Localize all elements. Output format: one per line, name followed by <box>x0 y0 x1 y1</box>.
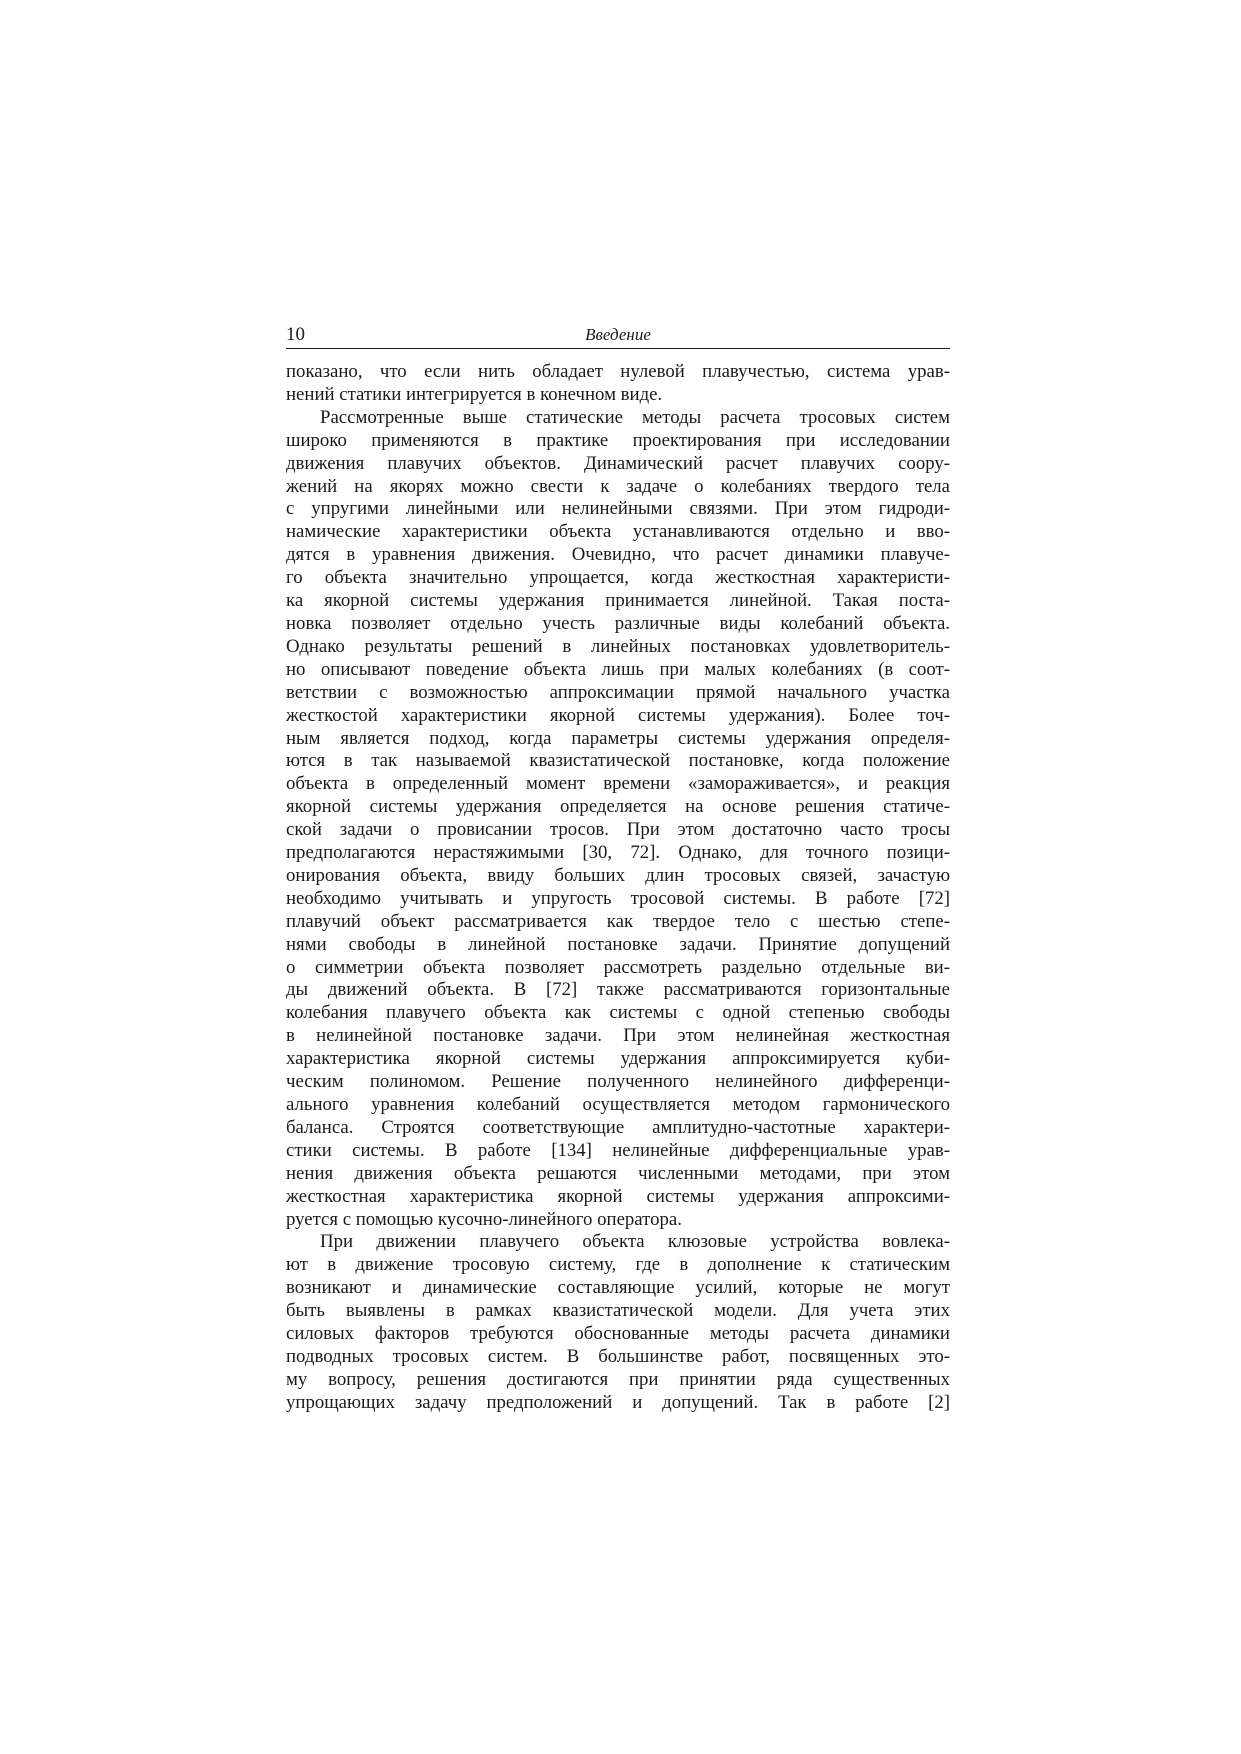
text-line: возникают и динамические составляющие усилий, которые не могут <box>286 1277 950 1299</box>
text-line: движения плавучих объектов. Динамический расчет плавучих соору- <box>286 452 950 474</box>
paragraph <box>286 1231 950 1414</box>
text-line: в нелинейной постановке задачи. При этом нелинейная жесткостная <box>286 1025 950 1047</box>
text-line: ветствии с возможностью аппроксимации прямой начального участка <box>286 681 950 703</box>
text-line: предполагаются нерастяжимыми [30, 72]. Однако, для точного позици- <box>286 842 950 864</box>
text-line: нения движения объекта решаются численными методами, при этом <box>286 1162 950 1184</box>
text-line: ют в движение тросовую систему, где в дополнение к статическим <box>286 1254 950 1276</box>
text-line: ды движений объекта. В [72] также рассматриваются горизонтальные <box>286 979 950 1001</box>
paragraph <box>286 407 950 1232</box>
paragraph <box>286 361 950 407</box>
text-line: ются в так называемой квазистатической постановке, когда положение <box>286 750 950 772</box>
text-line: показано, что если нить обладает нулевой плавучестью, система урав- <box>286 361 950 382</box>
text-line: жесткостная характеристика якорной системы удержания аппроксими- <box>286 1185 950 1207</box>
text-line: Однако результаты решений в линейных постановках удовлетворитель- <box>286 635 950 657</box>
running-title: Введение <box>585 325 651 344</box>
text-line: При движении плавучего объекта клюзовые устройства вовлека- <box>320 1231 950 1253</box>
page-number: 10 <box>286 324 305 345</box>
text-line: ской задачи о провисании тросов. При этом достаточно часто тросы <box>286 819 950 841</box>
text-line: Рассмотренные выше статические методы расчета тросовых систем <box>320 406 950 428</box>
text-line: жений на якорях можно свести к задаче о колебаниях твердого тела <box>286 475 950 497</box>
text-line: ческим полиномом. Решение полученного нелинейного дифференци- <box>286 1071 950 1093</box>
text-line: намические характеристики объекта устанавливаются отдельно и вво- <box>286 521 950 543</box>
text-line: стики системы. В работе [134] нелинейные дифференциальные урав- <box>286 1139 950 1161</box>
text-line: колебания плавучего объекта как системы с одной степенью свободы <box>286 1002 950 1024</box>
text-line: упрощающих задачу предположений и допущений. Так в работе [2] <box>286 1391 950 1413</box>
text-line: ального уравнения колебаний осуществляется методом гармонического <box>286 1094 950 1115</box>
page-body <box>286 361 950 1415</box>
text-line: широко применяются в практике проектирования при исследовании <box>286 429 950 451</box>
text-line: нений статики интегрируется в конечном виде. <box>286 383 663 405</box>
text-line: якорной системы удержания определяется на основе решения статиче- <box>286 796 950 818</box>
page-header <box>286 324 950 349</box>
text-line: плавучий объект рассматривается как твердое тело с шестью степе- <box>286 910 950 932</box>
text-line: онирования объекта, ввиду больших длин тросовых связей, зачастую <box>286 864 950 886</box>
text-line: с упругими линейными или нелинейными связями. При этом гидроди- <box>286 498 950 520</box>
text-line: жесткостой характеристики якорной системы удержания). Более точ- <box>286 704 950 726</box>
text-line: го объекта значительно упрощается, когда жесткостная характеристи- <box>286 567 950 589</box>
text-line: ным является подход, когда параметры системы удержания определя- <box>286 727 950 749</box>
text-line: му вопросу, решения достигаются при принятии ряда существенных <box>286 1368 950 1390</box>
text-line: новка позволяет отдельно учесть различные виды колебаний объекта. <box>286 612 950 634</box>
text-line: быть выявлены в рамках квазистатической модели. Для учета этих <box>286 1300 950 1322</box>
text-line: характеристика якорной системы удержания аппроксимируется куби- <box>286 1048 950 1070</box>
text-line: руется с помощью кусочно-линейного оператора. <box>286 1208 682 1230</box>
text-line: баланса. Строятся соответствующие амплитудно-частотные характери- <box>286 1116 950 1138</box>
text-line: силовых факторов требуются обоснованные методы расчета динамики <box>286 1323 950 1345</box>
text-line: подводных тросовых систем. В большинстве работ, посвященных это- <box>286 1345 950 1367</box>
text-line: но описывают поведение объекта лишь при малых колебаниях (в соот- <box>286 658 950 680</box>
text-line: дятся в уравнения движения. Очевидно, что расчет динамики плавуче- <box>286 544 950 566</box>
text-line: ка якорной системы удержания принимается линейной. Такая поста- <box>286 590 950 612</box>
text-line: нями свободы в линейной постановке задачи. Принятие допущений <box>286 933 950 955</box>
text-line: необходимо учитывать и упругость тросовой системы. В работе [72] <box>286 887 950 909</box>
text-line: объекта в определенный момент времени «замораживается», и реакция <box>286 773 950 795</box>
text-line: о симметрии объекта позволяет рассмотреть раздельно отдельные ви- <box>286 956 950 978</box>
